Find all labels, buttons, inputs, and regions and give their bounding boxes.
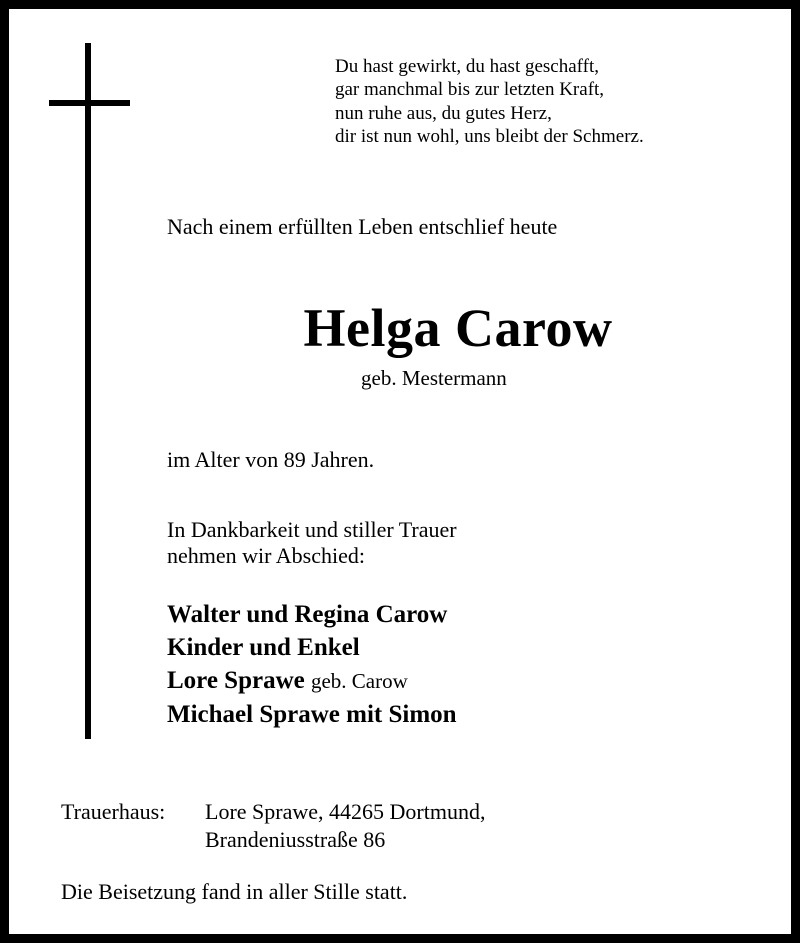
age-text: im Alter von 89 Jahren. (167, 447, 375, 472)
poem-line: gar manchmal bis zur letzten Kraft, (335, 79, 605, 101)
mourning-house-street: Brandeniusstraße 86 (205, 827, 386, 852)
mourner-name: Michael Sprawe mit Simon (167, 701, 457, 728)
thanks-text (167, 517, 457, 569)
cross-icon-crossbar (49, 100, 130, 106)
mourner-item (167, 664, 457, 698)
intro-text: Nach einem erfüllten Leben entschlief heute (167, 214, 558, 239)
mourner-item (167, 631, 457, 664)
mourning-house-address: Lore Sprawe, 44265 Dortmund, (205, 799, 486, 824)
thanks-line: In Dankbarkeit und stiller Trauer (167, 517, 457, 542)
poem (335, 55, 644, 148)
mourner-suffix: geb. Carow (310, 669, 408, 693)
thanks-line: nehmen wir Abschied: (167, 543, 365, 568)
burial-note: Die Beisetzung fand in aller Stille statt. (61, 879, 408, 904)
maiden-name: geb. Mestermann (361, 366, 507, 390)
mourner-name: Kinder und Enkel (167, 634, 360, 661)
deceased-name: Helga Carow (303, 298, 613, 358)
cross-icon (85, 43, 91, 739)
mourner-item (167, 598, 457, 631)
mourning-house-label: Trauerhaus: (61, 799, 166, 824)
poem-line: dir ist nun wohl, uns bleibt der Schmerz. (335, 125, 644, 147)
mourner-item (167, 698, 457, 731)
mourners-list (167, 598, 457, 731)
mourner-name: Walter und Regina Carow (167, 601, 448, 628)
poem-line: nun ruhe aus, du gutes Herz, (335, 102, 552, 124)
mourner-name: Lore Sprawe (167, 667, 305, 694)
poem-line: Du hast gewirkt, du hast geschafft, (335, 56, 600, 77)
